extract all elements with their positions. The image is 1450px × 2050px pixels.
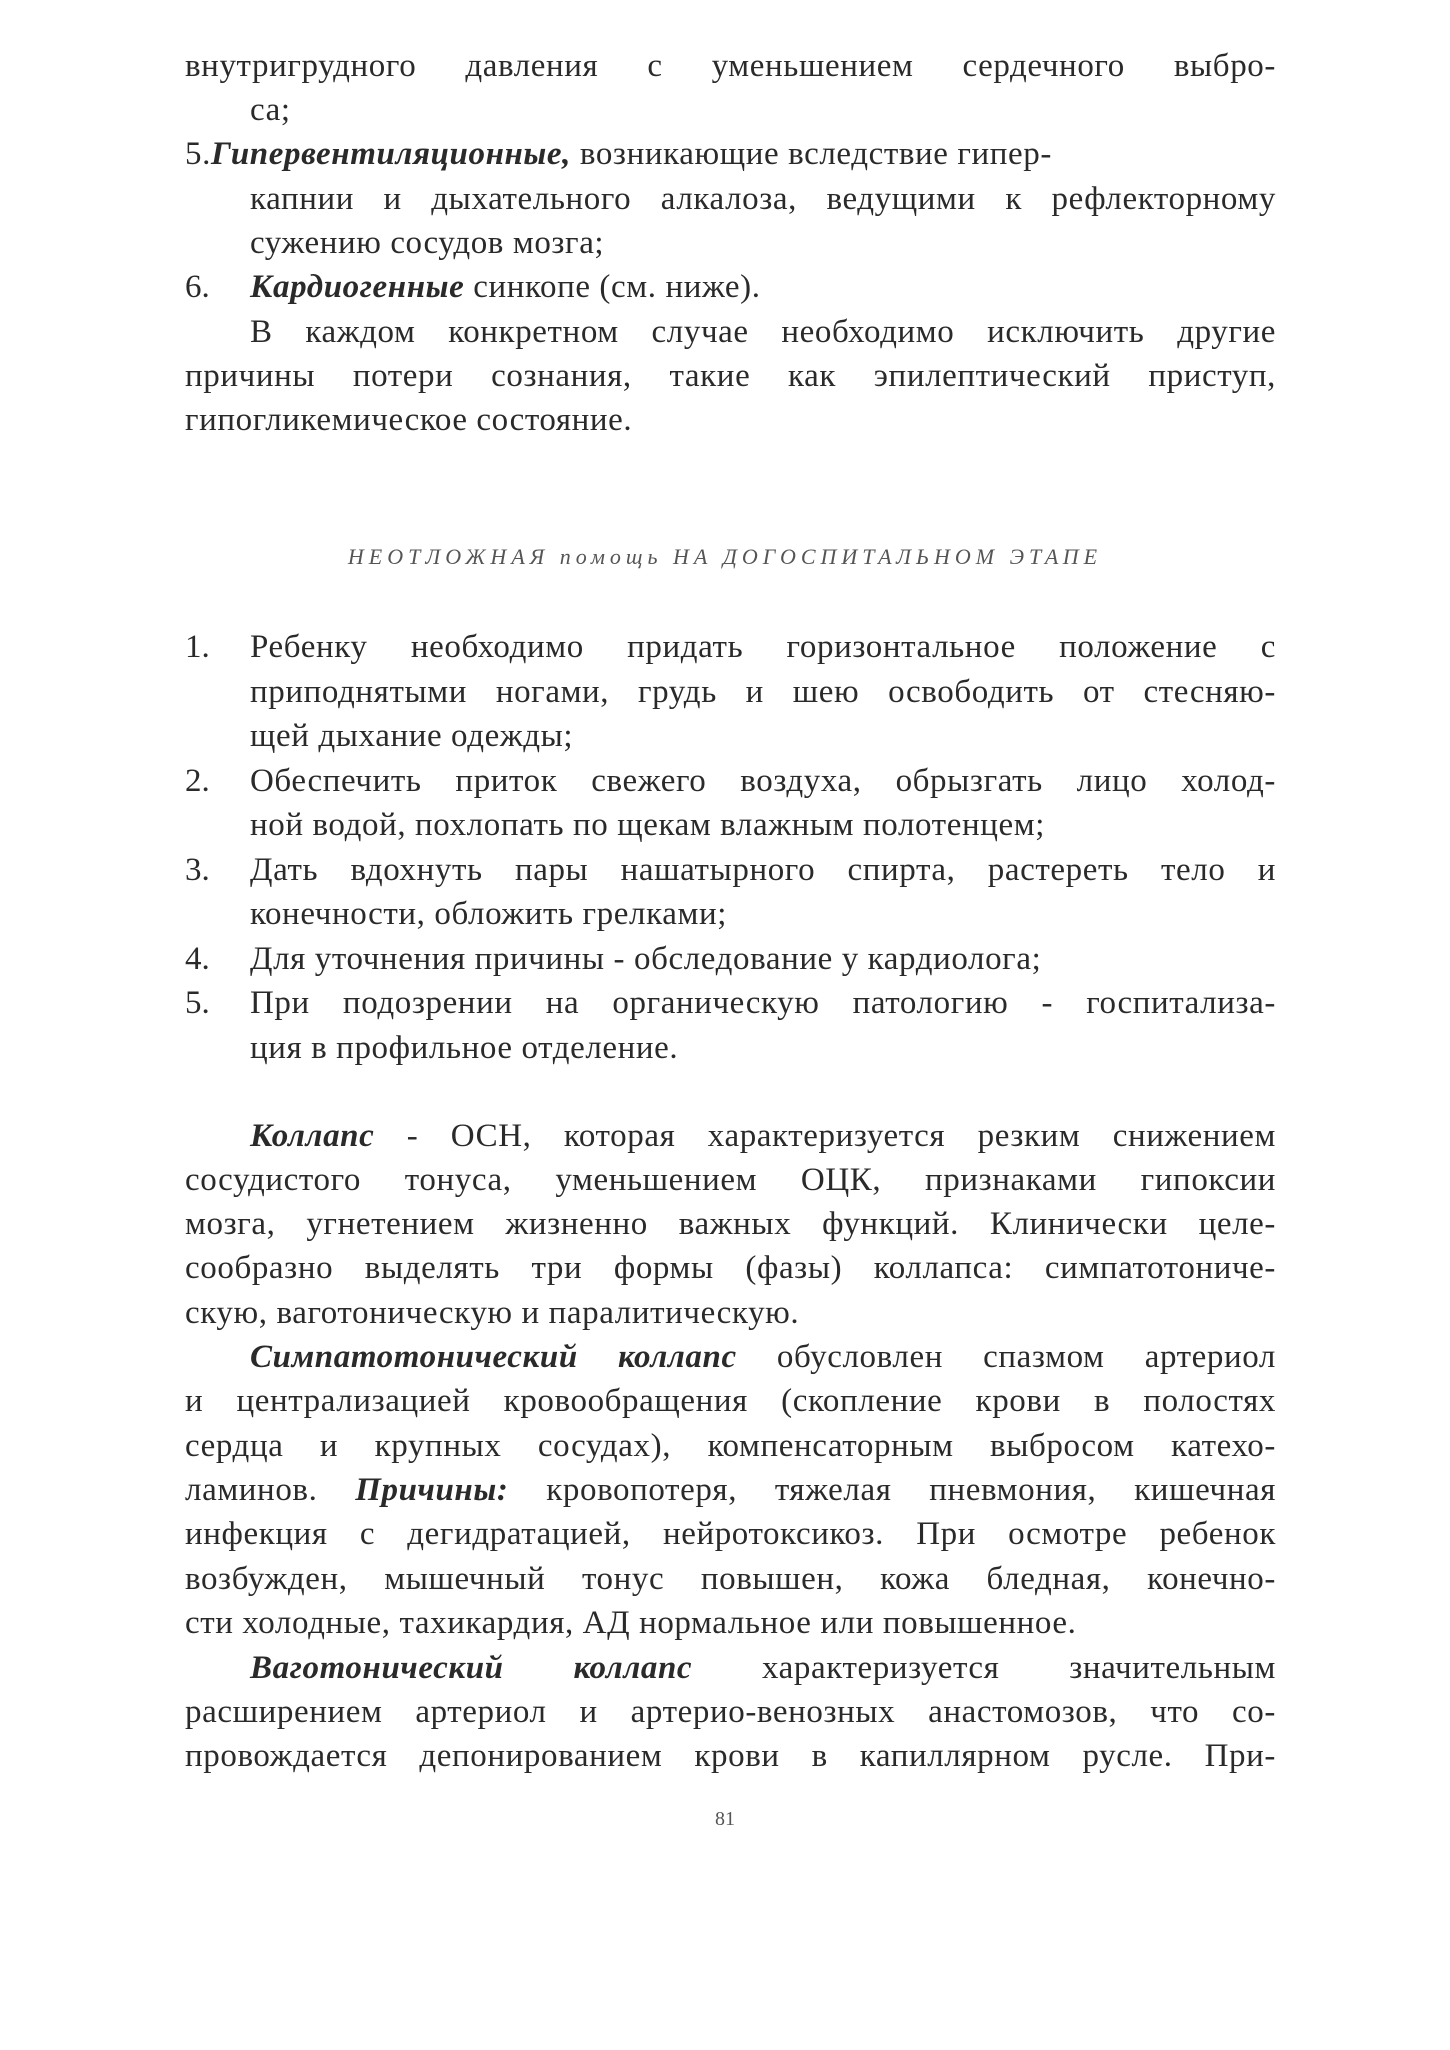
- list-item-line: ция в профильное отделение.: [250, 1030, 679, 1066]
- text-line: В каждом конкретном случае необходимо исключить другие: [250, 314, 1276, 350]
- text-line: [185, 1468, 1276, 1512]
- term-collapse: Коллапс: [250, 1118, 375, 1154]
- term-hyperventilation: Гипервентиляционные,: [210, 136, 572, 172]
- term-sympathotonic: Симпатотонический коллапс: [250, 1339, 737, 1375]
- text-line: причины потери сознания, такие как эпилептический приступ,: [185, 358, 1276, 394]
- list-item: Ребенку необходимо придать горизонтальное положение с: [250, 629, 1276, 665]
- text-line: расширением артериол и артерио-венозных анастомозов, что со-: [185, 1694, 1276, 1730]
- text-fragment: возникающие вследствие гипер-: [571, 136, 1052, 172]
- text-fragment: характеризуется значительным: [692, 1650, 1276, 1686]
- text-fragment: обусловлен спазмом артериол: [736, 1339, 1276, 1375]
- term-vagotonic: Ваготонический коллапс: [250, 1650, 693, 1686]
- text-fragment: - ОСН, которая характеризуется резким снижением: [374, 1118, 1276, 1154]
- text-line: и централизацией кровообращения (скопление крови в полостях: [185, 1383, 1276, 1419]
- list-item-hyperventilation: [185, 132, 1276, 176]
- list-item: Обеспечить приток свежего воздуха, обрызгать лицо холод-: [250, 763, 1276, 799]
- list-number: 2.: [185, 763, 210, 799]
- section-heading: НЕОТЛОЖНАЯ помощь НА ДОГОСПИТАЛЬНОМ ЭТАПЕ: [347, 544, 1103, 569]
- text-line: внутригрудного давления с уменьшением сердечного выбро-: [185, 48, 1276, 84]
- list-number: 5.: [185, 136, 211, 172]
- text-line: сосудистого тонуса, уменьшением ОЦК, признаками гипоксии: [185, 1162, 1276, 1198]
- text-line: провождается депонированием крови в капиллярном русле. При-: [185, 1738, 1276, 1774]
- list-number: 3.: [185, 852, 210, 888]
- text-line: капнии и дыхательного алкалоза, ведущими к рефлекторному: [250, 181, 1276, 217]
- page-number: 81: [715, 1808, 735, 1830]
- text-fragment: кровопотеря, тяжелая пневмония, кишечная: [508, 1472, 1276, 1508]
- text-line: инфекция с дегидратацией, нейротоксикоз. При осмотре ребенок: [185, 1516, 1276, 1552]
- text-line: сообразно выделять три формы (фазы) коллапса: симпатотониче-: [185, 1250, 1276, 1286]
- list-item-cardiogenic: [250, 265, 761, 309]
- list-number: 6.: [185, 269, 210, 305]
- paragraph-collapse: [250, 1114, 1276, 1158]
- list-item-line: конечности, обложить грелками;: [250, 896, 727, 932]
- text-line: сердца и крупных сосудах), компенсаторным выбросом катехо-: [185, 1428, 1276, 1464]
- text-line: сужению сосудов мозга;: [250, 225, 605, 261]
- term-cardiogenic: Кардиогенные: [250, 269, 465, 305]
- list-item: Для уточнения причины - обследование у кардиолога;: [250, 941, 1042, 977]
- text-line: возбужден, мышечный тонус повышен, кожа бледная, конечно-: [185, 1561, 1276, 1597]
- list-item-line: ной водой, похлопать по щекам влажным полотенцем;: [250, 807, 1045, 843]
- text-line: са;: [250, 92, 291, 128]
- term-causes: Причины:: [355, 1472, 509, 1508]
- text-line: сти холодные, тахикардия, АД нормальное или повышенное.: [185, 1605, 1077, 1641]
- paragraph-sympathotonic: [250, 1335, 1276, 1379]
- text-fragment: ламинов.: [185, 1472, 356, 1508]
- paragraph-vagotonic: [250, 1646, 1276, 1690]
- text-fragment: синкопе (см. ниже).: [464, 269, 761, 305]
- list-item-line: приподнятыми ногами, грудь и шею освободить от стесняю-: [250, 674, 1276, 710]
- list-number: 5.: [185, 985, 210, 1021]
- text-line: скую, ваготоническую и паралитическую.: [185, 1295, 800, 1331]
- list-item: При подозрении на органическую патологию - госпитализа-: [250, 985, 1276, 1021]
- list-item-line: щей дыхание одежды;: [250, 718, 574, 754]
- text-line: мозга, угнетением жизненно важных функций. Клинически целе-: [185, 1206, 1276, 1242]
- text-line: гипогликемическое состояние.: [185, 402, 633, 438]
- list-number: 4.: [185, 941, 210, 977]
- list-item: Дать вдохнуть пары нашатырного спирта, растереть тело и: [250, 852, 1276, 888]
- list-number: 1.: [185, 629, 210, 665]
